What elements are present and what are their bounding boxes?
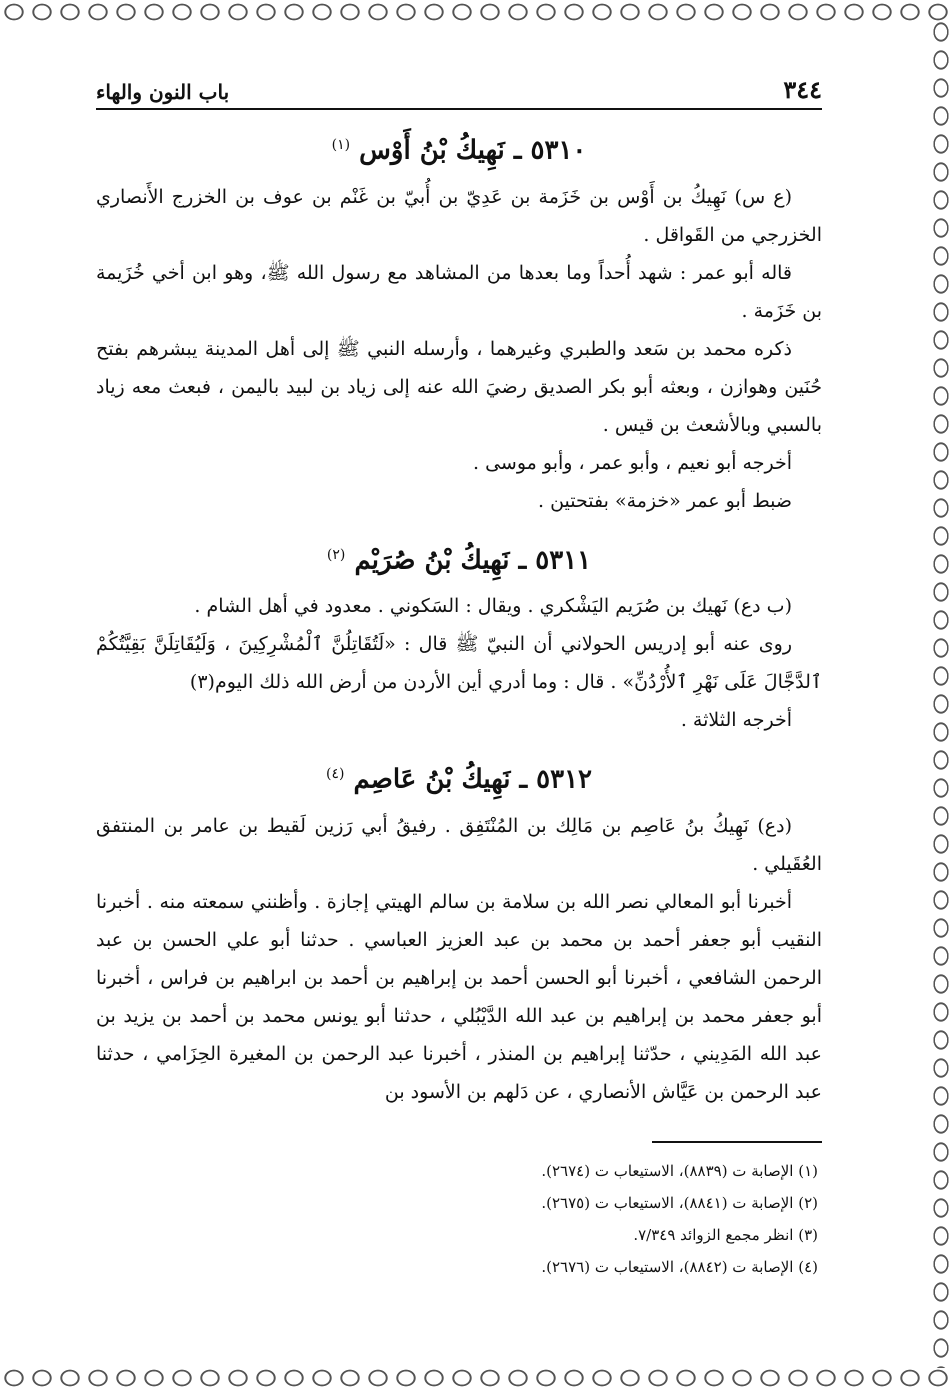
entry-paragraph: ضبط أبو عمر «خزمة» بفتحتين . (538, 489, 792, 512)
entry-paragraph: (ب دع) نَهيك بن صُرَيم اليَشْكري . ويقال : السَكوني . معدود في أهل الشام . (194, 595, 792, 618)
entry-title (96, 538, 822, 578)
decorative-border-bottom (0, 1366, 952, 1390)
entry-paragraph: أخرجه أبو نعيم ، وأبو عمر ، وأبو موسى . (473, 451, 792, 474)
entry-5312 (96, 757, 822, 1111)
entry-paragraph: (ع س) نَهِيكُ بن أَوْس بن خَزَمة بن عَدِيّ بن أُبيّ بن غَنْم بن عوف بن الخزرج الأَنصاري الخزرجي من القَواقل . (96, 185, 822, 246)
footnote: (١) الإصابة ت (٨٨٣٩)، الاستيعاب ت (٢٦٧٤). (541, 1161, 818, 1180)
footnote: (٢) الإصابة ت (٨٨٤١)، الاستيعاب ت (٢٦٧٥). (541, 1193, 818, 1212)
running-header (96, 72, 822, 110)
chapter-title: باب النون والهاء (96, 80, 230, 104)
book-page (96, 72, 822, 1302)
entry-paragraph: قاله أبو عمر : شهد أُحداً وما بعدها من المشاهد مع رسول الله ﷺ، وهو ابن أخي خُزَيمة بن خَزَمة . (96, 261, 822, 322)
page-number: ٣٤٤ (783, 75, 822, 104)
footnote-ref: (١) (331, 137, 351, 153)
entry-5311 (96, 538, 822, 740)
footnote: (٣) انظر مجمع الزوائد ٧/٣٤٩. (633, 1225, 818, 1244)
decorative-border-top (0, 0, 952, 24)
footnote-separator (652, 1141, 822, 1143)
footnote: (٤) الإصابة ت (٨٨٤٢)، الاستيعاب ت (٢٦٧٦). (541, 1257, 818, 1276)
entry-paragraph: أخرجه الثلاثة . (680, 709, 792, 732)
entry-paragraph: أخبرنا أبو المعالي نصر الله بن سلامة بن سالم الهيتي إجازة . وأظنني سمعته منه . أخبرنا النقيب أبو جعفر أحمد بن محمد بن عبد العزيز العباسي . حدثنا أبو علي الحسن بن عبد الرحمن الشافعي ، أخبرنا أبو الحسن أحمد بن إبراهيم بن أحمد بن ابراهيم بن فراس ، أخبرنا أبو جعفر محمد بن إبراهيم بن عبد الله الدَّيْبُلي ، حدثنا أبو يونس محمد بن أحمد بن يزيد بن عبد الله المَدِيني ، حدّثنا إبراهيم بن المنذر ، أخبرنا عبد الرحمن بن المغيرة الحِزَامي ، حدثنا عبد الرحمن بن عَيَّاش الأنصاري ، عن دَلهم بن الأسود بن (96, 890, 822, 1103)
entry-paragraph: ذكره محمد بن سَعد والطبري وغيرهما ، وأرسله النبي ﷺ إلى أهل المدينة يبشرهم بفتح حُنَين وهوازن ، وبعثه أبو بكر الصديق رضيَ الله عنه إلى زياد بن لبيد باليمن ، فبعث معه زياد بالسبي وبالأشعث بن قيس . (96, 337, 822, 436)
entry-paragraph: (دع) نَهِيكُ بنُ عَاصِم بن مَالِك بن المُنْتَفِق . رفيقُ أبي رَزين لَقيط بن عامر بن المنتفق العُقَيلي . (96, 814, 822, 875)
footnotes (96, 1155, 822, 1283)
entry-title-text: ٥٣١١ ـ نَهِيكُ بْنُ صُرَيْم (354, 545, 592, 576)
entry-title-text: ٥٣١٠ ـ نَهِيكُ بْنُ أَوْس (359, 135, 587, 166)
entry-title (96, 757, 822, 797)
decorative-border-right (930, 18, 952, 1368)
footnote-ref: (٤) (325, 766, 345, 783)
entry-paragraph: روى عنه أبو إدريس الحولاني أن النبيّ ﷺ قال : «لَتُقَاتِلُنَّ ٱلْمُشْرِكِينَ ، وَلَيُقَاتِلَنَّ بَقِيَّتُكُمْ ٱلدَّجَّالَ عَلَى نَهْرِ ٱلأُرْدُنِّ» . قال : وما أدري أين الأردن من أرض الله ذلك اليوم(٣) (96, 633, 822, 694)
entry-5310 (96, 128, 822, 520)
footnote-ref: (٢) (326, 546, 346, 563)
entry-title (96, 128, 822, 168)
entry-title-text: ٥٣١٢ ـ نَهِيكُ بْنُ عَاصِم (353, 764, 593, 795)
